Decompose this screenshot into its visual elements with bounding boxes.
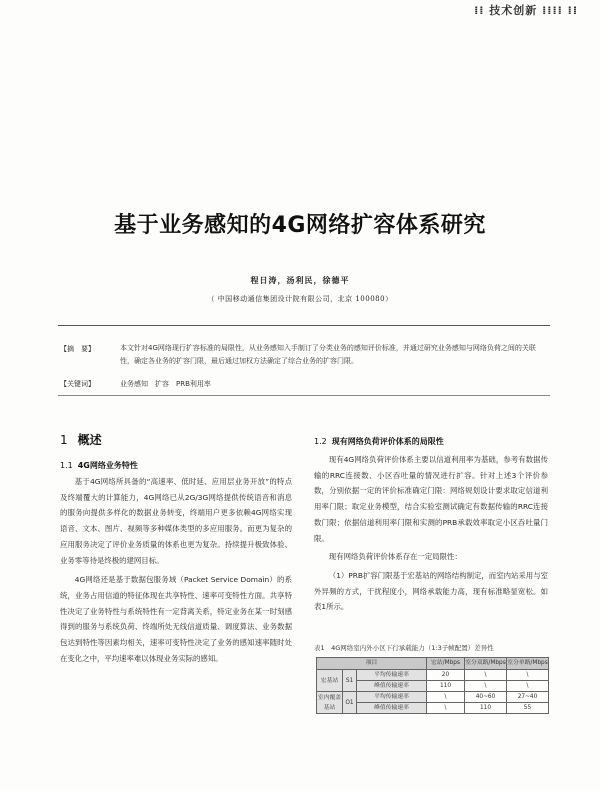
abstract-label: 【摘 要】 — [60, 345, 95, 353]
table-header-cell: 宏站/Mbps — [427, 658, 465, 670]
table-cell: 110 — [427, 681, 465, 692]
table-cell: \ — [507, 681, 549, 692]
keywords-text: 业务感知 扩容 PRB利用率 — [120, 380, 211, 388]
paper-authors: 程日涛，汤利民，徐德平 — [250, 275, 350, 285]
paragraph: 4G网络还是基于数据包服务域（Packet Service Domain）的系统，业务占用信道的特征体现在共享特性、速率可变特性方面。共享特性决定了业务特性与系统特性有一定背离关系，特定业务在某一时刻感得到的服务与系统负荷、终端所处无线信道质量、调度算法、业务数据包达到特性等因素均相关，速率可变特性决定了业务的感知速率随时处在变化之中，平均速率难以体现业务实际的感知。 — [60, 575, 292, 663]
table-cell: 40~60 — [465, 692, 507, 703]
subsection-heading-4g-features — [60, 460, 138, 471]
section-title: 概述 — [77, 433, 102, 447]
table-cell: 平均传输速率 — [357, 670, 427, 681]
capacity-table — [316, 657, 549, 714]
table-cell: 27~40 — [507, 692, 549, 703]
abstract-top-rule — [58, 325, 550, 326]
paragraph: 基于4G网络所具备的“高速率、低时延、应用层业务开放”的特点及终端覆大的计算能力，4G网络已从2G/3G网络提供传统语音和消息的服务向提供多样化的数据业务转变，终端用户更多依赖4G网络实现语音、文本、图片、视频等多种媒体类型的多应用服务。而更为复杂的应用服务决定了评价业务质量的体系也更为复杂。持续提升极致体验、业务零等待是终极的建网目标。 — [60, 477, 292, 565]
keywords-label: 【关键词】 — [60, 380, 95, 388]
right-column-body — [314, 452, 548, 615]
paragraph: 现有网络负荷评价体系存在一定局限性： — [328, 552, 462, 562]
table-cell: 110 — [465, 703, 507, 714]
table-header-row — [317, 658, 549, 670]
paragraph: 现有4G网络负荷评价体系主要以信道利用率为基础，参考有数据传输的RRC连接数、小区吞吐量的情况进行扩容。针对上述3个评价参数，分别依据一定的评价标准确定门限：网络规划设计要求取定信道利用率门限；取定业务模型，结合实验室测试确定有数据传输的RRC连接数门限；依据信道利用率门限和实测的PRB承载效率取定小区吞吐量门限。 — [314, 455, 548, 543]
table-cell: \ — [427, 703, 465, 714]
abstract-bottom-rule — [58, 395, 550, 396]
left-column-body — [60, 474, 292, 666]
table-cell: 峰值传输速率 — [357, 703, 427, 714]
subsection-number: 1.1 — [60, 461, 73, 470]
table-row — [317, 692, 549, 703]
table-cell: \ — [465, 670, 507, 681]
table-cell: 20 — [427, 670, 465, 681]
table-header-cell: 室分单路/Mbps — [507, 658, 549, 670]
table-cell: S1 — [343, 670, 357, 692]
journal-column-header: ⁞⁞ 技术创新 ⁞⁞⁞⁞ ⁞⁞ — [474, 4, 578, 17]
table-header-cell: 项目 — [317, 658, 427, 670]
table-cell: \ — [507, 670, 549, 681]
subsection-number: 1.2 — [314, 437, 327, 446]
subsection-heading-limitations — [314, 436, 444, 447]
subsection-title: 现有网络负荷评价体系的局限性 — [331, 437, 444, 446]
section-heading-overview — [60, 431, 102, 448]
paragraph: （1）PRB扩容门限基于宏基站的网络结构制定，而室内站采用与室外异频的方式，干扰程度小，网络承载能力高，现有标准略显宽松。如表1所示。 — [314, 570, 548, 612]
table-header-cell: 室分双路/Mbps — [465, 658, 507, 670]
section-number: 1 — [60, 433, 68, 447]
subsection-title: 4G网络业务特性 — [77, 461, 138, 470]
table-caption: 表1 4G网络室内外小区下行承载能力（1:3子帧配置）差异性 — [314, 644, 494, 652]
table-cell: \ — [465, 681, 507, 692]
table-cell: 峰值传输速率 — [357, 681, 427, 692]
abstract-text: 本文针对4G网络现行扩容标准的局限性，从业务感知入手制订了分类业务的感知评价标准，并通过研究业务感知与网络负荷之间的关联性，确定各业务的扩容门限，最后通过加权方法确定了综合业务的扩容门限。 — [120, 344, 536, 365]
paper-affiliation: （ 中国移动通信集团设计院有限公司，北京 100080） — [207, 295, 393, 303]
table-cell: \ — [427, 692, 465, 703]
table-cell: 55 — [507, 703, 549, 714]
table-cell: 平均传输速率 — [357, 692, 427, 703]
table-row — [317, 670, 549, 681]
table-cell: O1 — [343, 692, 357, 714]
table-cell: 宏基站 — [317, 670, 343, 692]
table-cell: 室内覆盖基站 — [317, 692, 343, 714]
paper-title: 基于业务感知的4G网络扩容体系研究 — [114, 213, 486, 238]
